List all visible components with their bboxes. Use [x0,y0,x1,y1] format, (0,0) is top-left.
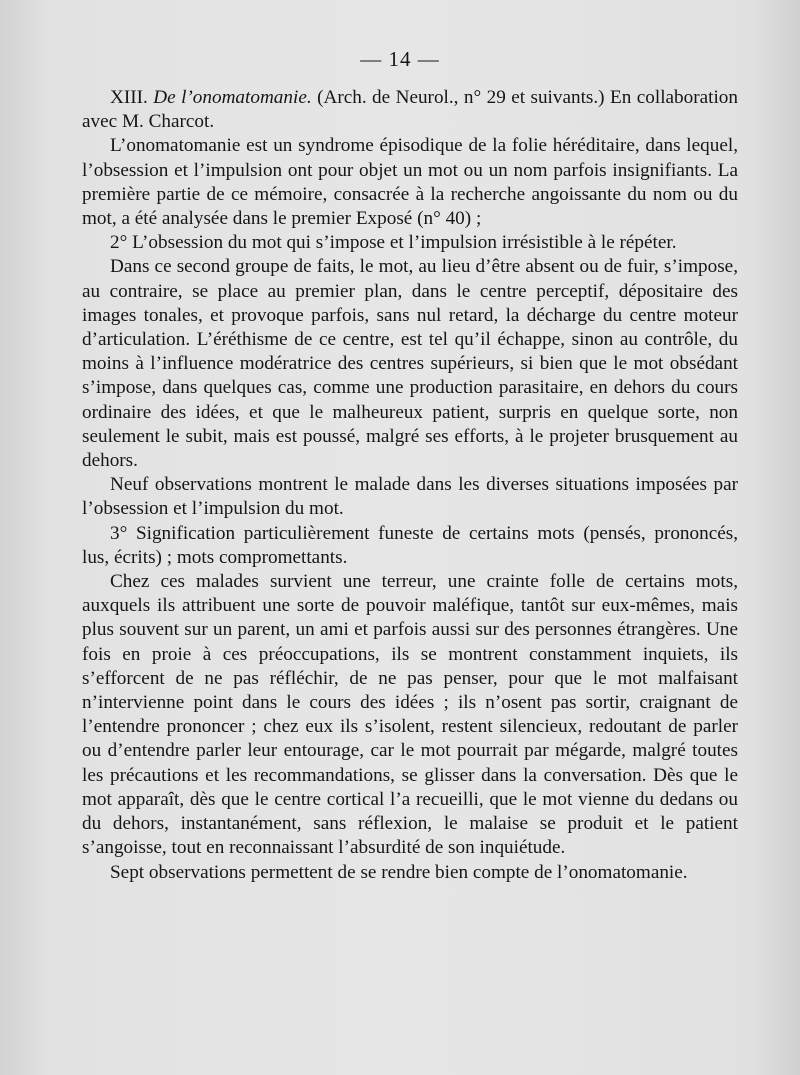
entry-reference: (Arch. de Neurol., n° 29 et suivants.) En collaboration avec M. Charcot. [82,87,738,133]
paragraph: 2° L’obsession du mot qui s’impose et l’impulsion irrésistible à le répéter. [110,232,677,254]
page-number: — 14 — [360,47,440,71]
paragraph: Neuf observations montrent le malade dans les diverses situations imposées par l’obsession et l’impulsion du mot. [82,474,738,520]
entry-title: De l’onomatomanie. [153,87,312,108]
paragraph: L’onomatomanie est un syndrome épisodique de la folie héréditaire, dans lequel, l’obsession et l’impulsion ont pour objet un mot ou un nom parfois insignifiants. La première partie de ce mémoire, consacrée à la recherche angoissante du nom ou du mot, a été analysée dans le premier Exposé (n° 40) ; [82,135,738,230]
paragraph: Dans ce second groupe de faits, le mot, au lieu d’être absent ou de fuir, s’impose, au contraire, se place au premier plan, dans le centre perceptif, dépositaire des images tonales, et provoque parfois, sans nul retard, la décharge du centre moteur d’articulation. L’éréthisme de ce centre, est tel qu’il échappe, sinon au contrôle, du moins à l’influence modératrice des centres supérieurs, si bien que le mot obsédant s’impose, dans quelques cas, comme une production parasitaire, en dehors du cours ordinaire des idées, et que le malheureux patient, surpris en quelque sorte, non seulement le subit, mais est poussé, malgré ses efforts, à le projeter brusquement au dehors. [82,256,738,472]
body-text [82,86,738,885]
entry-heading [82,86,738,134]
entry-number: XIII. [110,87,148,108]
paragraph: Sept observations permettent de se rendre bien compte de l’onomatomanie. [110,861,688,883]
paragraph: 3° Signification particulièrement funeste de certains mots (pensés, prononcés, lus, écrits) ; mots compromettants. [82,522,738,568]
paragraph: Chez ces malades survient une terreur, une crainte folle de certains mots, auxquels ils attribuent une sorte de pouvoir maléfique, tantôt sur eux-mêmes, mais plus souvent sur un parent, un ami et parfois aussi sur des personnes étrangères. Une fois en proie à ces préoccupations, ils se montrent constamment inquiets, ils s’efforcent de ne pas réfléchir, de ne pas penser, pour que le mot malfaisant n’intervienne point dans le cours des idées ; ils n’osent pas sortir, craignant de l’entendre prononcer ; chez eux ils s’isolent, restent silencieux, redoutant de parler ou d’entendre parler leur entourage, car le mot pourrait par mégarde, malgré toutes les précautions et les recommandations, se glisser dans la conversation. Dès que le mot apparaît, dès que le centre cortical l’a recueilli, que le mot vienne du dedans ou du dehors, instantanément, sans réflexion, le malaise se produit et le patient s’angoisse, tout en reconnaissant l’absurdité de son inquiétude. [82,571,738,859]
